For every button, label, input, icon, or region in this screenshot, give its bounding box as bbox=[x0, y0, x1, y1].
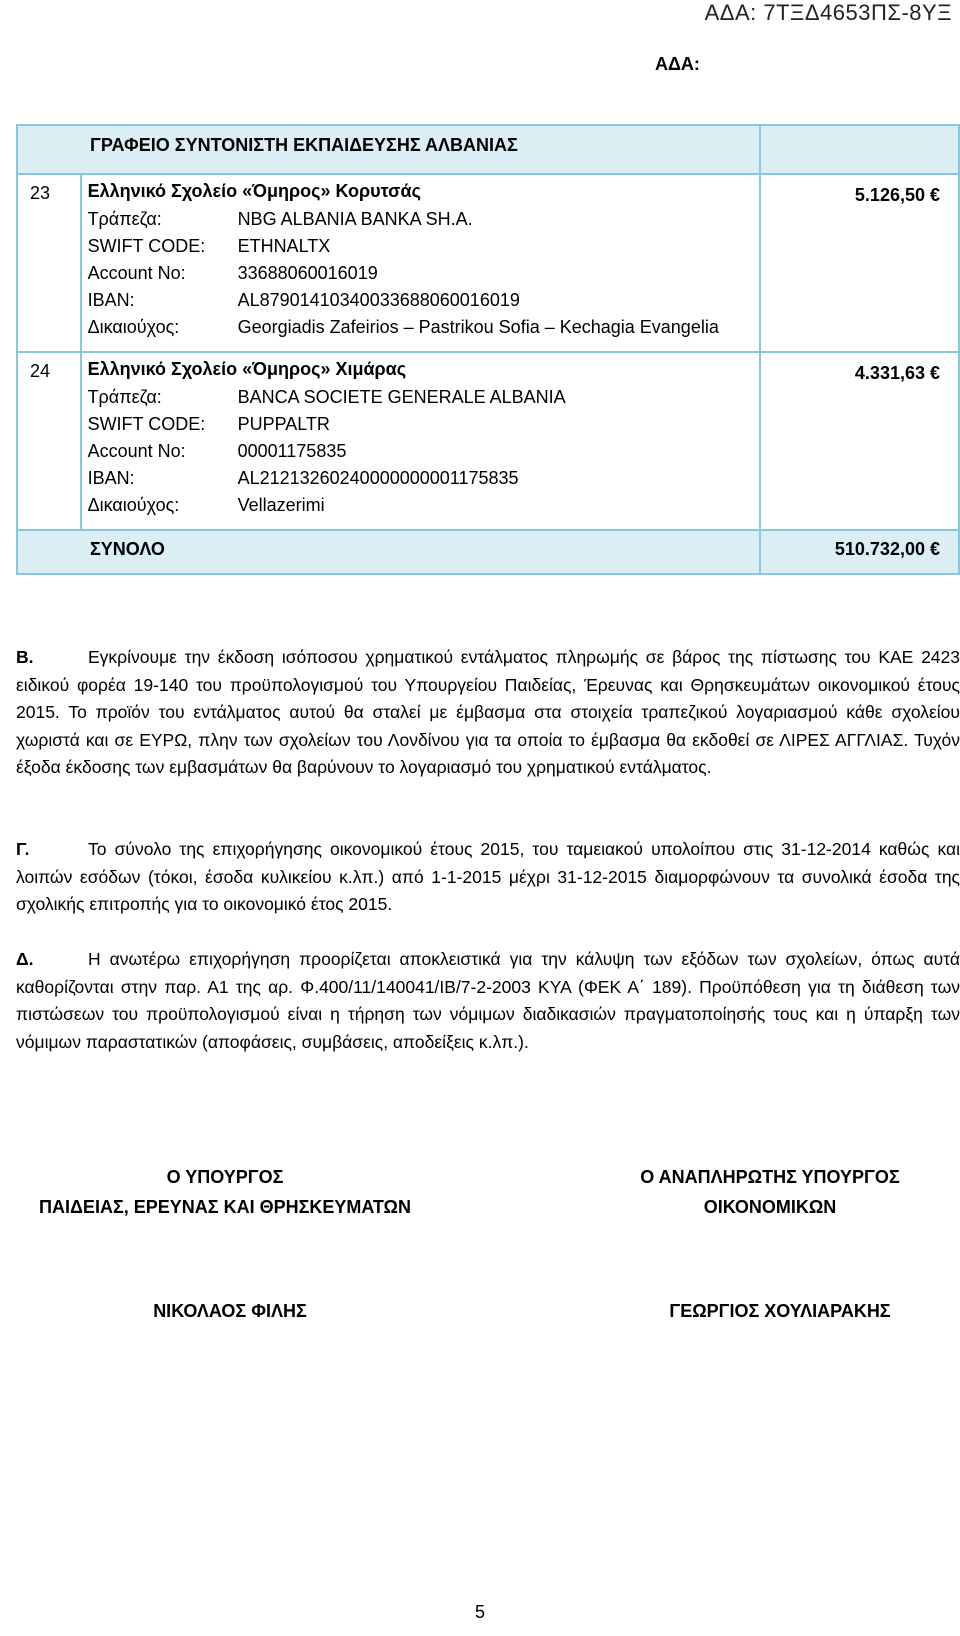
payments-table bbox=[16, 124, 960, 575]
row-number: 24 bbox=[17, 352, 81, 530]
paragraph-mark: Δ. bbox=[16, 949, 34, 969]
table-header-row bbox=[17, 125, 959, 174]
swift-field: SWIFT CODE: ETHNALTX bbox=[87, 236, 331, 256]
paragraph-b bbox=[16, 644, 960, 782]
school-name: Ελληνικό Σχολείο «Όμηρος» Χιμάρας bbox=[87, 359, 407, 379]
page-number: 5 bbox=[474, 1602, 485, 1622]
signatory-name-right: ΓΕΩΡΓΙΟΣ ΧΟΥΛΙΑΡΑΚΗΣ bbox=[669, 1301, 891, 1321]
school-name: Ελληνικό Σχολείο «Όμηρος» Κορυτσάς bbox=[87, 181, 421, 201]
account-field: Account No: 00001175835 bbox=[87, 441, 347, 461]
paragraph-text: Το σύνολο της επιχορήγησης οικονομικού έτους 2015, του ταμειακού υπολοίπου στις 31-12-2014 καθώς και λοιπών εσόδων (τόκοι, έσοδα κυλικείου κ.λπ.) από 1-1-2015 μέχρι 31-12-2015 διαμορφώνουν τα συνολικά έσοδα της σχολικής επιτροπής για το οικονομικό έτος 2015. bbox=[16, 839, 960, 914]
signatory-name-left: ΝΙΚΟΛΑΟΣ ΦΙΛΗΣ bbox=[153, 1301, 307, 1321]
total-amount: 510.732,00 € bbox=[760, 530, 959, 574]
iban-field: IBAN: AL21213260240000000001175835 bbox=[87, 468, 519, 488]
signature-block-minister bbox=[20, 1162, 430, 1222]
beneficiary-field: Δικαιούχος: Georgiadis Zafeirios – Pastrikou Sofia – Kechagia Evangelia bbox=[87, 317, 719, 337]
paragraph-d bbox=[16, 946, 960, 1056]
paragraph-g bbox=[16, 836, 960, 919]
paragraph-mark: Γ. bbox=[16, 839, 30, 859]
bank-field: Τράπεζα: BANCA SOCIETE GENERALE ALBANIA bbox=[87, 387, 566, 407]
row-amount: 4.331,63 € bbox=[760, 352, 959, 530]
signature-title: Ο ΥΠΟΥΡΓΟΣ bbox=[166, 1167, 284, 1187]
table-row bbox=[17, 352, 959, 530]
table-row bbox=[17, 174, 959, 352]
paragraph-mark: Β. bbox=[16, 647, 34, 667]
total-row bbox=[17, 530, 959, 574]
signature-block-deputy-minister bbox=[610, 1162, 930, 1222]
ada-code: ΑΔΑ: 7ΤΞΔ4653ΠΣ-8ΥΞ bbox=[704, 0, 952, 25]
account-field: Account No: 33688060016019 bbox=[87, 263, 378, 283]
signature-title: Ο ΑΝΑΠΛΗΡΩΤΗΣ ΥΠΟΥΡΓΟΣ bbox=[640, 1167, 900, 1187]
signature-subtitle: ΟΙΚΟΝΟΜΙΚΩΝ bbox=[703, 1197, 837, 1217]
paragraph-text: Η ανωτέρω επιχορήγηση προορίζεται αποκλειστικά για την κάλυψη των εξόδων των σχολείων, όπως αυτά καθορίζονται στην παρ. Α1 της αρ. Φ.400/11/140041/ΙΒ/7-2-2003 ΚΥΑ (ΦΕΚ Α΄ 189). Προϋπόθεση για τη διάθεση των πιστώσεων του προϋπολογισμού είναι η τήρηση των νόμιμων διαδικασιών πραγματοποίησής τους και η ύπαρξη των νόμιμων παραστατικών (αποφάσεις, συμβάσεις, αποδείξεις κ.λπ.). bbox=[16, 949, 960, 1052]
paragraph-text: Εγκρίνουμε την έκδοση ισόποσου χρηματικού εντάλματος πληρωμής σε βάρος της πίστωσης του ΚΑΕ 2423 ειδικού φορέα 19-140 του προϋπολογισμού του Υπουργείου Παιδείας, Έρευνας και Θρησκευμάτων οικονομικού έτους 2015. Το προϊόν του εντάλματος αυτού θα σταλεί με έμβασμα στα στοιχεία τραπεζικού λογαριασμού κάθε σχολείου χωριστά και σε ΕΥΡΩ, πλην των σχολείων του Λονδίνου για τα οποία το έμβασμα θα εκδοθεί σε ΛΙΡΕΣ ΑΓΓΛΙΑΣ. Τυχόν έξοδα έκδοσης των εμβασμάτων θα βαρύνουν το λογαριασμό του χρηματικού εντάλματος. bbox=[16, 647, 960, 777]
signature-subtitle: ΠΑΙΔΕΙΑΣ, ΕΡΕΥΝΑΣ ΚΑΙ ΘΡΗΣΚΕΥΜΑΤΩΝ bbox=[39, 1197, 411, 1217]
office-title: ΓΡΑΦΕΙΟ ΣΥΝΤΟΝΙΣΤΗ ΕΚΠΑΙΔΕΥΣΗΣ ΑΛΒΑΝΙΑΣ bbox=[17, 125, 760, 174]
row-amount: 5.126,50 € bbox=[760, 174, 959, 352]
iban-field: IBAN: AL87901410340033688060016019 bbox=[87, 290, 520, 310]
total-label: ΣΥΝΟΛΟ bbox=[17, 530, 760, 574]
ada-label: ΑΔΑ: bbox=[655, 54, 700, 74]
bank-field: Τράπεζα: NBG ALBANIA BANKA SH.A. bbox=[87, 209, 473, 229]
swift-field: SWIFT CODE: PUPPALTR bbox=[87, 414, 330, 434]
row-number: 23 bbox=[17, 174, 81, 352]
beneficiary-field: Δικαιούχος: Vellazerimi bbox=[87, 495, 325, 515]
